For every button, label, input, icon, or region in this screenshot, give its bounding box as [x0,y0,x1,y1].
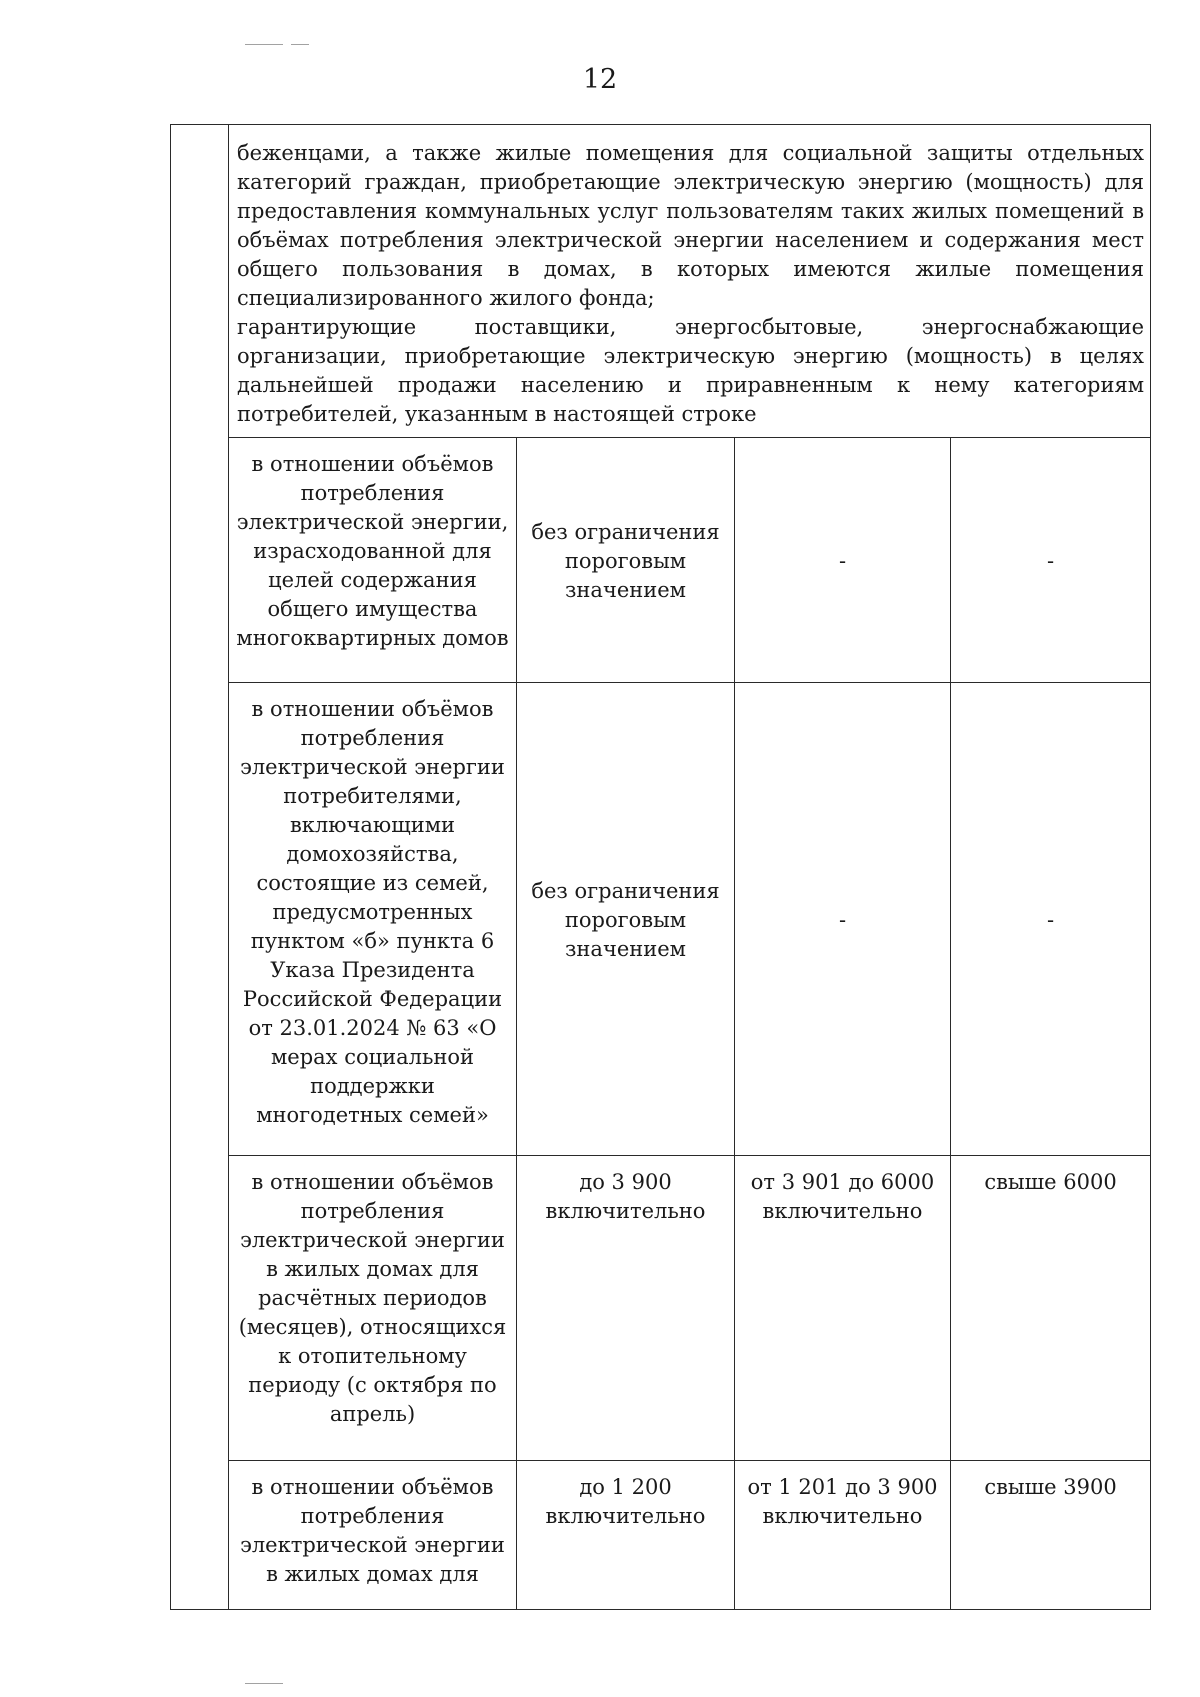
tariff-table [170,124,1151,1610]
value-cell-2: от 1 201 до 3 900 включительно [735,1461,951,1610]
table-row [171,683,1151,1156]
category-cell: в отношении объёмов потребления электрической энергии потребителями, включающими домохозяйства, состоящие из семей, предусмотренных пунктом «б» пункта 6 Указа Президента Российской Федерации от 23.01.2024 № 63 «О мерах социальной поддержки многодетных семей» [229,683,517,1156]
value-cell-1: без ограничения пороговым значением [517,438,735,683]
row-number-cell [171,125,229,1610]
category-cell: в отношении объёмов потребления электрической энергии в жилых домах для расчётных периодов (месяцев), относящихся к отопительному периоду (с октября по апрель) [229,1156,517,1461]
value-cell-1: до 1 200 включительно [517,1461,735,1610]
value-cell-3: свыше 6000 [951,1156,1151,1461]
scan-artifact-top-dash [291,44,309,45]
value-cell-3: - [951,683,1151,1156]
category-cell: в отношении объёмов потребления электрической энергии, израсходованной для целей содержания общего имущества многоквартирных домов [229,438,517,683]
page-number: 12 [582,64,618,95]
table-row [171,438,1151,683]
value-cell-1: до 3 900 включительно [517,1156,735,1461]
value-cell-3: - [951,438,1151,683]
value-cell-1: без ограничения пороговым значением [517,683,735,1156]
value-cell-3: свыше 3900 [951,1461,1151,1610]
value-cell-2: - [735,683,951,1156]
value-cell-2: от 3 901 до 6000 включительно [735,1156,951,1461]
table-row-intro [171,125,1151,438]
table-row [171,1461,1151,1610]
intro-paragraph-2: гарантирующие поставщики, энергосбытовые, энергоснабжающие организации, приобретающие электрическую энергию (мощность) в целях дальнейшей продажи населению и приравненным к нему категориям потребителей, указанным в настоящей строке [237,315,1145,426]
intro-cell [229,125,1151,438]
value-cell-2: - [735,438,951,683]
scan-artifact-bottom [245,1683,283,1684]
category-cell: в отношении объёмов потребления электрической энергии в жилых домах для [229,1461,517,1610]
intro-paragraph-1: беженцами, а также жилые помещения для социальной защиты отдельных категорий граждан, приобретающие электрическую энергию (мощность) для предоставления коммунальных услуг пользователям таких жилых помещений в объёмах потребления электрической энергии населением и содержания мест общего пользования в домах, в которых имеются жилые помещения специализированного жилого фонда; [237,141,1145,310]
scan-artifact-top [245,44,283,45]
table-row [171,1156,1151,1461]
